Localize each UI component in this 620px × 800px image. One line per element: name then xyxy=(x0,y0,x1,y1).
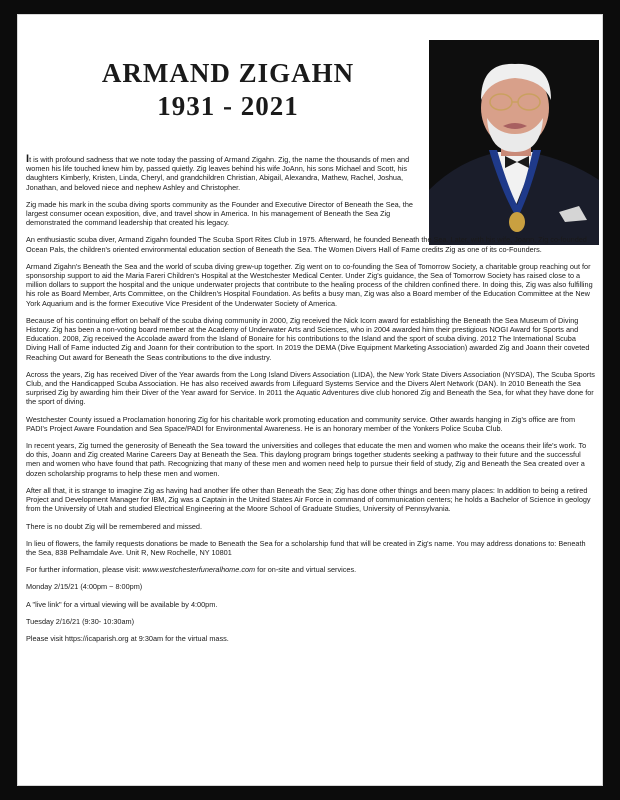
paragraph-beneath-the-sea: Zig made his mark in the scuba diving sports community as the Founder and Executive Director of Beneath the Sea, the largest consumer ocean exposition, dive, and travel show in America. In his management of Beneath the Sea Zig demonstrated the command leadership that created his legacy. xyxy=(26,199,413,228)
viewing-date: Monday 2/15/21 (4:00pm ~ 8:00pm) xyxy=(26,582,143,592)
paragraph-sea-of-tomorrow: Armand Zigahn's Beneath the Sea and the world of scuba diving grew-up together. Zig went on to co-founding the Sea of Tomorrow Society, a charitable group reaching out for sponsorship support to aid the Maria Fareri Children's Hospital at the Westchester Medical Center. Under Zig's guidance, the Sea of Tomorrow Society has raised close to a million dollars to support the hospital and the unique underwater projects that contribute to the healing process of the children confined there. In doing this, Zig was also fulfilling his role as Board Member, Arts Committee, on the Children's Hospital Foundation. As befits a busy man, Zig was also a Board member of the Education Committee at the New York Aquarium and is the former Executive Vice President of the Underwater Society of America. xyxy=(26,261,593,308)
paragraph-awards-history: Because of his continuing effort on behalf of the scuba diving community in 2000, Zig received the Nick Icorn award for establishing the Beneath the Sea Museum of Diving History. Zig has been a non-voting board member at the Academy of Underwater Arts and Sciences, who in 2004 awarded him their prestigious NOGI Award for Sports and Education. 2008, Zig received the Accolade award from the Island of Bonaire for his contributions to the Island and the sport of scuba diving. 2012 The International Scuba Diving Hall of Fame inducted Zig and Joann for their contribution to the sport. In 2019 the DEMA (Dive Equipment Marketing Association) awarded Zig and Joann their coveted Reaching Out award for Beneath the Seas contributions to the dive industry. xyxy=(26,315,590,362)
drop-cap: I xyxy=(26,153,30,165)
mass-note: Please visit https://icaparish.org at 9:30am for the virtual mass. xyxy=(26,633,229,643)
paragraph-founding: An enthusiastic scuba diver, Armand Zigahn founded The Scuba Sport Rites Club in 1975. Afterward, he founded Beneath the Sea. Later, with his wife, Joann, Zig co-founded Ocean Pals, the children's oriented environmental education section of Beneath the Sea. The Women Divers Hall of Fame credits Zig as one of its co-Founders. xyxy=(26,235,587,254)
life-years: 1931 - 2021 xyxy=(157,91,299,121)
further-info-prefix: For further information, please visit: xyxy=(26,565,143,575)
paragraph-westchester: Westchester County issued a Proclamation honoring Zig for his charitable work promoting education and community service. Other awards hanging in Zig's office are from PADI's Project Aware Foundation and Sea Space/PADI for Environmental Awareness. He is an honorary member of the Yonkers Police Scuba Club. xyxy=(26,414,576,433)
paragraph-further-info xyxy=(26,565,596,574)
paragraph-diver-of-year: Across the years, Zig has received Diver of the Year awards from the Long Island Divers Association (LIDA), the New York State Divers Association (NYSDA), The Scuba Sports Club, and the Handicapped Scuba Association. He has also received awards from Lifeguard Systems Service and the Divers Alert Network (DAN). In 2010 Beneath the Sea surprised Zig by awarding him their Diver of the Year award for Service. In 2011 the Aquatic Adventures dive club honored Zig and Beneath the Sea, for what they have done for the sport of diving. xyxy=(26,369,595,407)
paragraph-remembered: There is no doubt Zig will be remembered and missed. xyxy=(26,521,203,531)
paragraph-family xyxy=(26,155,426,192)
mass-schedule xyxy=(26,617,596,643)
viewing-note: A "live link" for a virtual viewing will be available by 4:00pm. xyxy=(26,599,218,609)
paragraph-donations: In lieu of flowers, the family requests donations be made to Beneath the Sea for a scholarship fund that will be created in Zig's name. You may address donations to: Beneath the Sea, 838 Pelhamdale Ave. Unit R, New Rochelle, NY 10801 xyxy=(26,538,586,557)
further-info-suffix: for on-site and virtual services. xyxy=(255,565,357,575)
viewing-schedule xyxy=(26,582,596,608)
deceased-name: ARMAND ZIGAHN xyxy=(101,58,355,88)
paragraph-scholarships: In recent years, Zig turned the generosity of Beneath the Sea toward the universities and colleges that educate the men and women who make the oceans their life's work. To do this, Joann and Zig created Marine Careers Day at Beneath the Sea. This daylong program brings together students seeking a pathway to their future and the successful men and women who have found that path. Recognizing that many of these men and women need help to pursue their field of study, Zig and Beneath the Sea created over a dozen scholarship programs to help these men and women. xyxy=(26,441,587,478)
obituary-page xyxy=(17,14,603,786)
paragraph-family-text: t is with profound sadness that we note today the passing of Armand Zigahn. Zig, the name the thousands of men and women his life touched knew him by, passed quietly. Zig leaves behind his wife JoAnn, his sons Michael and Scott, his daughters Kimberly, Kristen, Linda, Cheryl, and grandchildren Christian, Abigail, Alexandra, Mathew, Rachel, Joshua, Jonathan, and beloved niece and nephew Ashley and Christopher. xyxy=(26,155,410,192)
funeral-home-link[interactable]: www.westchesterfuneralhome.com xyxy=(142,565,256,575)
page-title xyxy=(48,57,408,123)
obituary-body xyxy=(26,155,596,651)
mass-date: Tuesday 2/16/21 (9:30- 10:30am) xyxy=(26,616,135,626)
paragraph-career: After all that, it is strange to imagine Zig as having had another life other than Beneath the Sea; Zig has done other things and been many places: In addition to being a retired Project and Development Manager for IBM, Zig was a Captain in the United States Air Force in command of communication centers; he holds a Bachelor of Science in geology from the University of Utah and studied Electrical Engineering at the Moore School of Graduate Studies, University of Pennsylvania. xyxy=(26,485,591,514)
